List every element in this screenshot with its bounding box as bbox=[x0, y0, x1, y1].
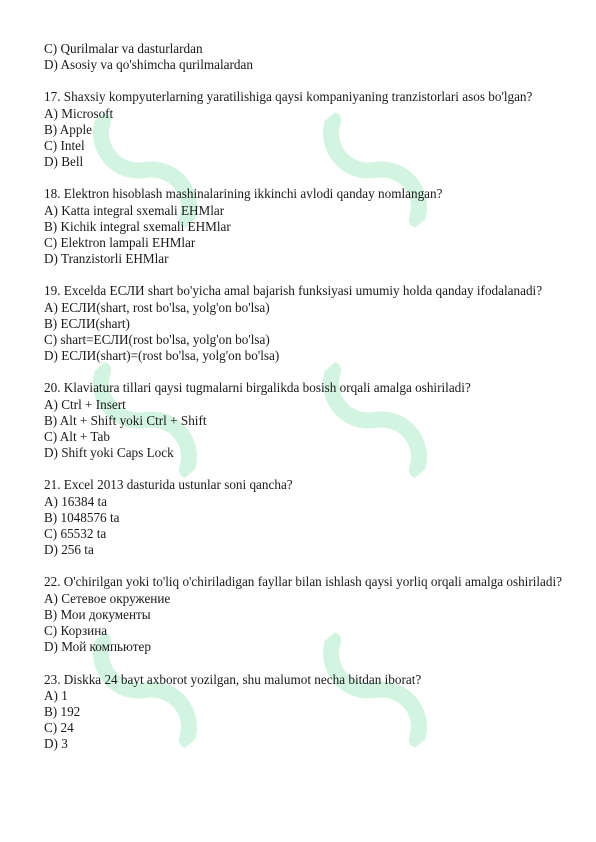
option: D) Tranzistorli EHMlar bbox=[44, 251, 169, 267]
option: D) 3 bbox=[44, 736, 68, 752]
question-19 bbox=[44, 283, 564, 364]
option: A) Ctrl + Insert bbox=[44, 396, 126, 412]
question-text: 17. Shaxsiy kompyuterlarning yaratilishiga qaysi kompaniyaning tranzistorlari asos bo'lgan? bbox=[44, 89, 533, 105]
document-body bbox=[44, 41, 564, 753]
question-text: 23. Diskka 24 bayt axborot yozilgan, shu malumot necha bitdan iborat? bbox=[44, 671, 422, 687]
option: C) 24 bbox=[44, 720, 74, 736]
option: C) Elektron lampali EHMlar bbox=[44, 235, 196, 251]
option: A) ЕСЛИ(shart, rost bo'lsa, yolg'on bo'lsa) bbox=[44, 299, 270, 315]
option: D) Asosiy va qo'shimcha qurilmalardan bbox=[44, 57, 253, 73]
leading-options bbox=[44, 41, 564, 73]
option: A) Microsoft bbox=[44, 105, 114, 121]
option: A) Сетевое окружение bbox=[44, 590, 171, 606]
option: C) 65532 ta bbox=[44, 526, 107, 542]
option: C) Qurilmalar va dasturlardan bbox=[44, 41, 203, 56]
question-text: 20. Klaviatura tillari qaysi tugmalarni birgalikda bosish orqali amalga oshiriladi? bbox=[44, 380, 471, 396]
question-text: 22. O'chirilgan yoki to'liq o'chiriladigan fayllar bilan ishlash qaysi yorliq orqali amalga oshiriladi? bbox=[44, 574, 563, 590]
option: D) Мой компьютер bbox=[44, 639, 151, 655]
option: B) 192 bbox=[44, 703, 81, 719]
option: D) Shift yoki Caps Lock bbox=[44, 445, 174, 461]
question-text: 18. Elektron hisoblash mashinalarining ikkinchi avlodi qanday nomlangan? bbox=[44, 186, 443, 202]
option: B) Alt + Shift yoki Ctrl + Shift bbox=[44, 412, 207, 428]
option: C) Alt + Tab bbox=[44, 429, 110, 445]
option: B) Kichik integral sxemali EHMlar bbox=[44, 218, 231, 234]
option: A) Katta integral sxemali EHMlar bbox=[44, 202, 225, 218]
question-18 bbox=[44, 186, 564, 267]
option: B) 1048576 ta bbox=[44, 509, 120, 525]
option: C) shart=ЕСЛИ(rost bo'lsa, yolg'on bo'lsa) bbox=[44, 332, 270, 348]
option: C) Intel bbox=[44, 138, 85, 154]
option: D) Bell bbox=[44, 154, 84, 170]
question-22 bbox=[44, 574, 564, 655]
option: B) Apple bbox=[44, 121, 92, 137]
option: A) 1 bbox=[44, 687, 68, 703]
option: B) ЕСЛИ(shart) bbox=[44, 315, 130, 331]
option: D) 256 ta bbox=[44, 542, 94, 558]
option: B) Мои документы bbox=[44, 606, 151, 622]
question-text: 21. Excel 2013 dasturida ustunlar soni qancha? bbox=[44, 477, 293, 493]
question-17 bbox=[44, 89, 564, 170]
question-text: 19. Excelda ЕСЛИ shart bo'yicha amal bajarish funksiyasi umumiy holda qanday ifodalanadi? bbox=[44, 283, 543, 299]
question-21 bbox=[44, 477, 564, 558]
option: C) Корзина bbox=[44, 623, 108, 639]
question-23 bbox=[44, 672, 564, 753]
question-20 bbox=[44, 380, 564, 461]
option: A) 16384 ta bbox=[44, 493, 107, 509]
option: D) ЕСЛИ(shart)=(rost bo'lsa, yolg'on bo'lsa) bbox=[44, 348, 280, 364]
